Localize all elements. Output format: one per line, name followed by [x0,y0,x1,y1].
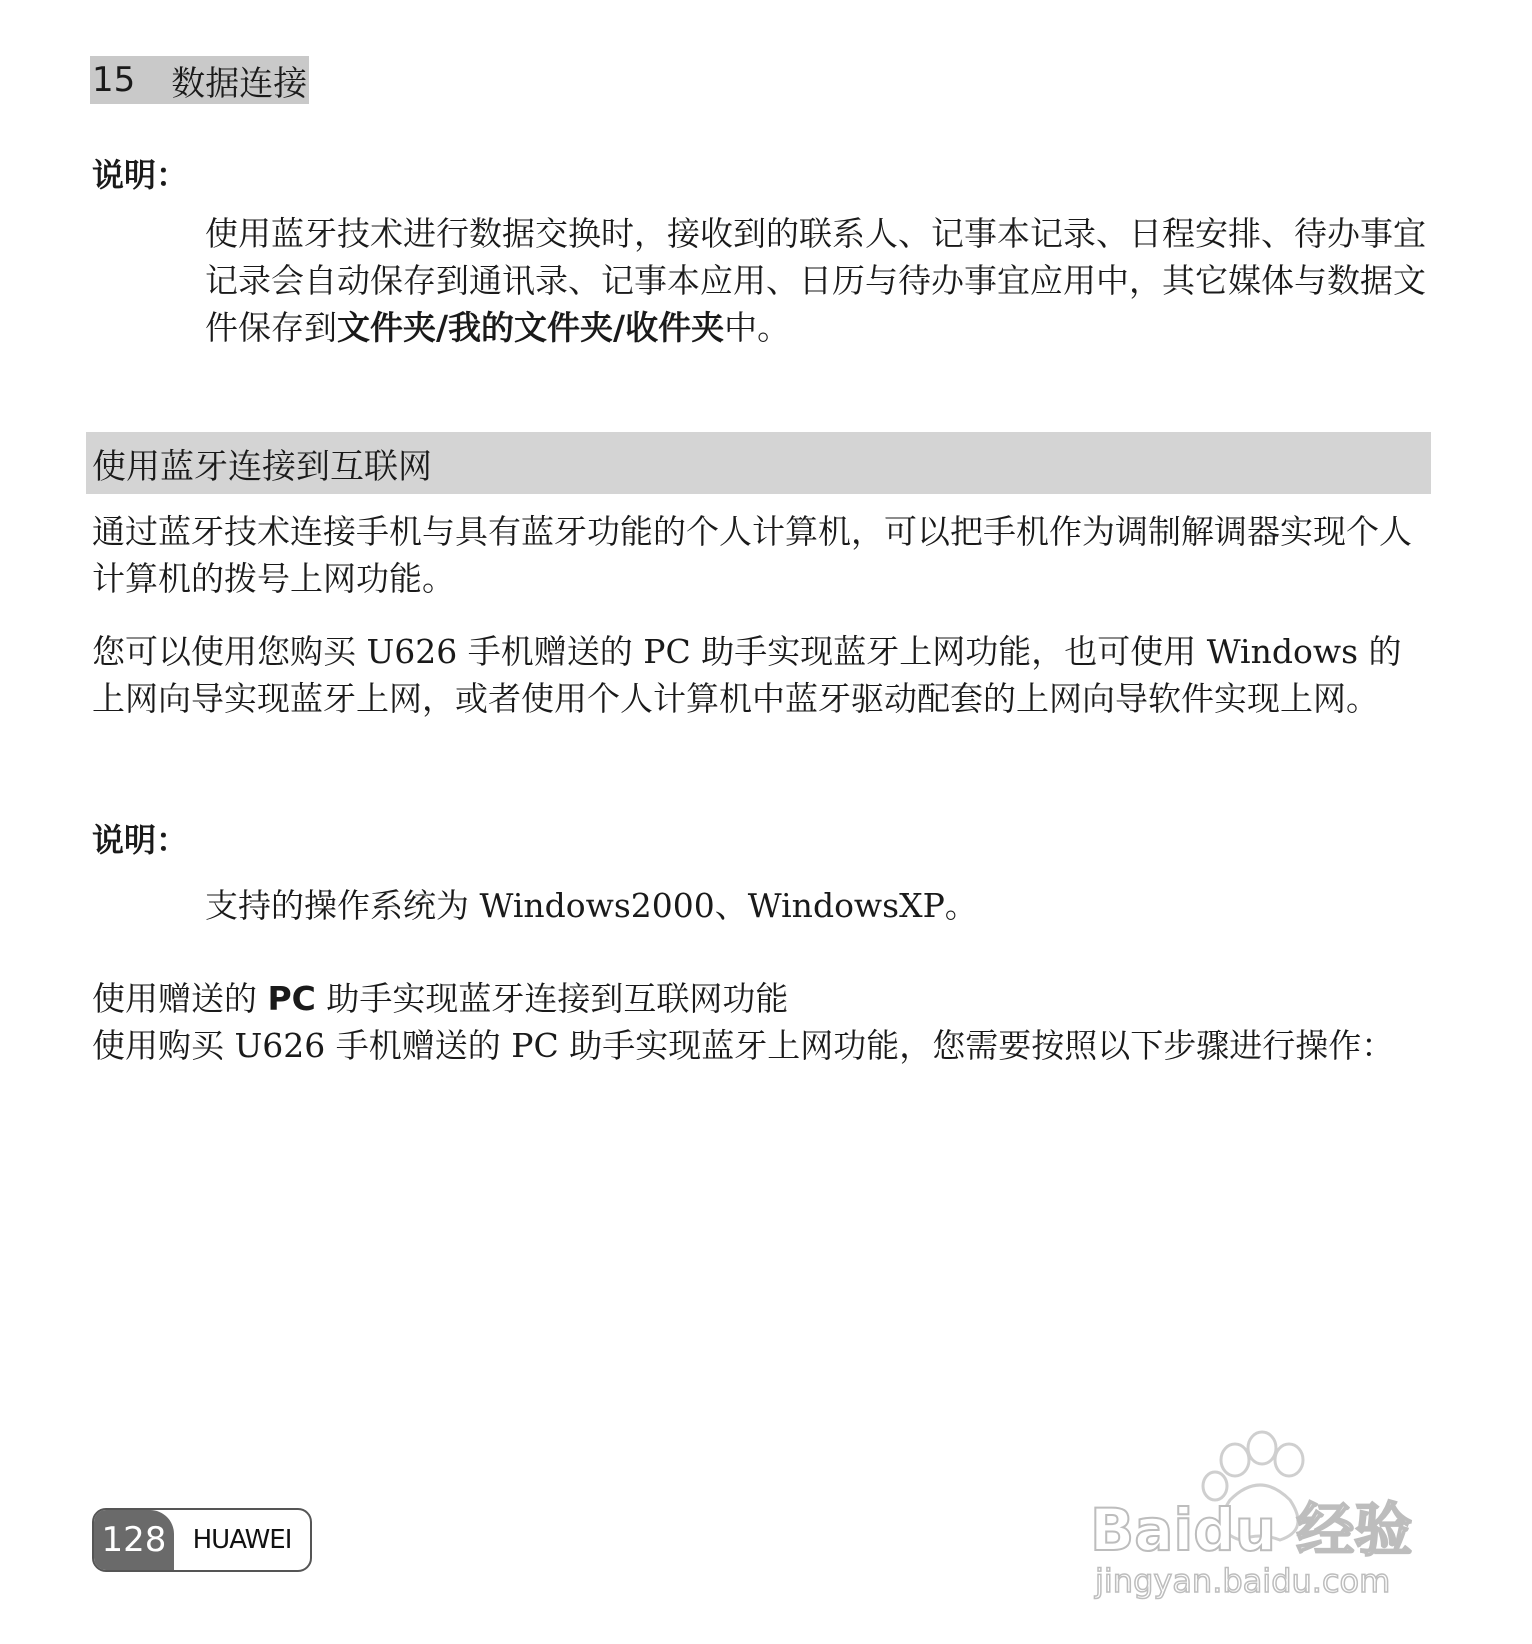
note-label: 说明： [92,156,189,194]
note-body [205,210,1435,351]
subheading-pc: PC [267,979,316,1018]
subsection-heading [92,973,788,1020]
footer-page-badge [92,1508,312,1572]
subheading-suffix: 助手实现蓝牙连接到互联网功能 [315,979,789,1018]
note-os-support: 支持的操作系统为 Windows2000、WindowsXP。 [205,886,978,925]
folder-path: 文件夹/我的文件夹/收件夹 [337,308,725,347]
note-text: 使用蓝牙技术进行数据交换时，接收到的联系人、记事本记录、日程安排、待办事宜记录会自动保存到通讯录、记事本应用、日历与待办事宜应用中，其它媒体与数据文件保存到 [205,214,1426,347]
brand-name: HUAWEI [192,1525,292,1555]
paragraph-intro: 通过蓝牙技术连接手机与具有蓝牙功能的个人计算机，可以把手机作为调制解调器实现个人计算机的拨号上网功能。 [92,512,1412,598]
baidu-jingyan-watermark [1090,1420,1450,1600]
paragraph-methods: 您可以使用您购买 U626 手机赠送的 PC 助手实现蓝牙上网功能，也可使用 Windows 的上网向导实现蓝牙上网，或者使用个人计算机中蓝牙驱动配套的上网向导软件实现上网。 [92,632,1402,718]
section-title: 使用蓝牙连接到互联网 [92,446,432,487]
paragraph-steps-intro: 使用购买 U626 手机赠送的 PC 助手实现蓝牙上网功能，您需要按照以下步骤进行操作： [92,1026,1395,1065]
watermark-url: jingyan.baidu.com [1095,1562,1391,1600]
chapter-title: 数据连接 [171,63,308,104]
watermark-logo: Baidu 经验 [1090,1496,1413,1564]
subheading-prefix: 使用赠送的 [92,979,268,1018]
chapter-number: 15 [92,60,136,100]
page-number: 128 [94,1510,174,1570]
section-heading-bar [86,432,1431,494]
note-text-end: 中。 [724,308,791,347]
chapter-header [90,56,309,104]
note-label-2: 说明： [92,821,189,859]
